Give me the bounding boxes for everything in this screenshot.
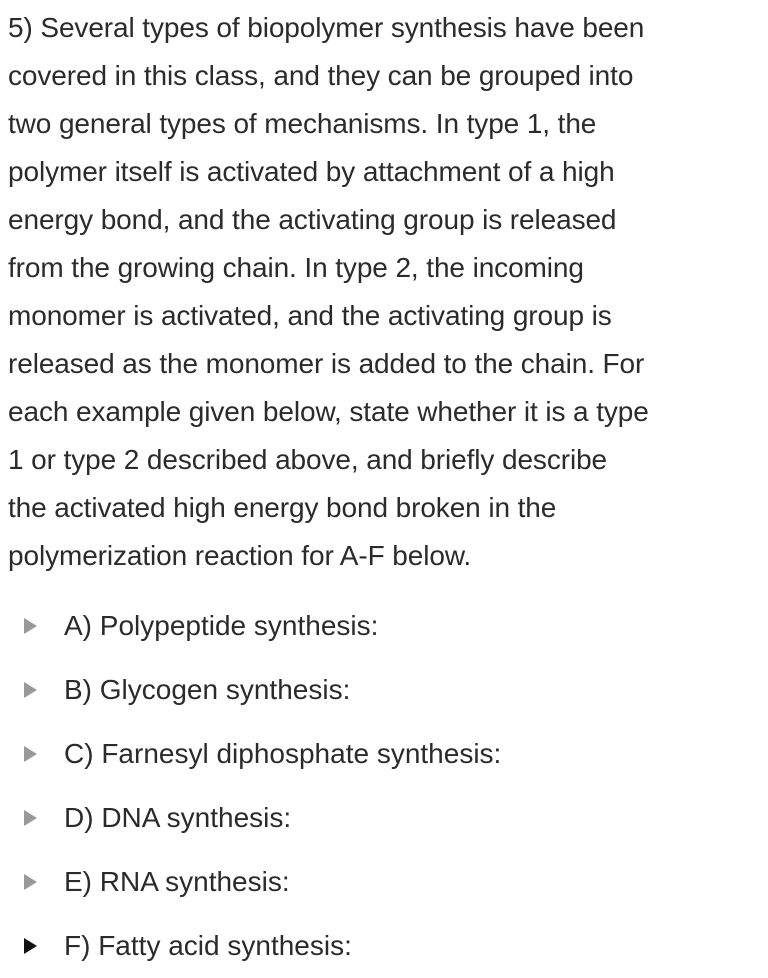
item-rna-synthesis[interactable]	[8, 850, 760, 914]
triangle-right-icon[interactable]	[24, 618, 37, 634]
question-line: 5) Several types of biopolymer synthesis have been	[8, 12, 645, 43]
question-line: each example given below, state whether it is a type	[8, 396, 649, 427]
triangle-right-icon[interactable]	[24, 810, 37, 826]
question-text	[8, 4, 760, 580]
item-fatty-acid-synthesis[interactable]	[8, 914, 760, 978]
triangle-right-icon[interactable]	[24, 746, 37, 762]
synthesis-item-list	[8, 594, 760, 978]
question-line: two general types of mechanisms. In type 1, the	[8, 108, 597, 139]
question-line: energy bond, and the activating group is released	[8, 204, 617, 235]
item-dna-synthesis[interactable]	[8, 786, 760, 850]
question-line: polymer itself is activated by attachment of a high	[8, 156, 615, 187]
question-line: 1 or type 2 described above, and briefly describe	[8, 444, 608, 475]
triangle-right-icon[interactable]	[24, 874, 37, 890]
question-line: polymerization reaction for A-F below.	[8, 540, 472, 571]
question-line: the activated high energy bond broken in the	[8, 492, 557, 523]
item-label: B) Glycogen synthesis:	[64, 674, 351, 705]
item-polypeptide-synthesis[interactable]	[8, 594, 760, 658]
item-glycogen-synthesis[interactable]	[8, 658, 760, 722]
item-label: D) DNA synthesis:	[64, 802, 292, 833]
question-line: released as the monomer is added to the chain. For	[8, 348, 645, 379]
question-line: monomer is activated, and the activating group is	[8, 300, 612, 331]
question-line: covered in this class, and they can be grouped into	[8, 60, 634, 91]
item-label: C) Farnesyl diphosphate synthesis:	[64, 738, 502, 769]
item-farnesyl-diphosphate-synthesis[interactable]	[8, 722, 760, 786]
item-label: A) Polypeptide synthesis:	[64, 610, 379, 641]
question-line: from the growing chain. In type 2, the incoming	[8, 252, 584, 283]
item-label: E) RNA synthesis:	[64, 866, 290, 897]
triangle-right-icon[interactable]	[24, 938, 37, 954]
item-label: F) Fatty acid synthesis:	[64, 930, 352, 961]
triangle-right-icon[interactable]	[24, 682, 37, 698]
